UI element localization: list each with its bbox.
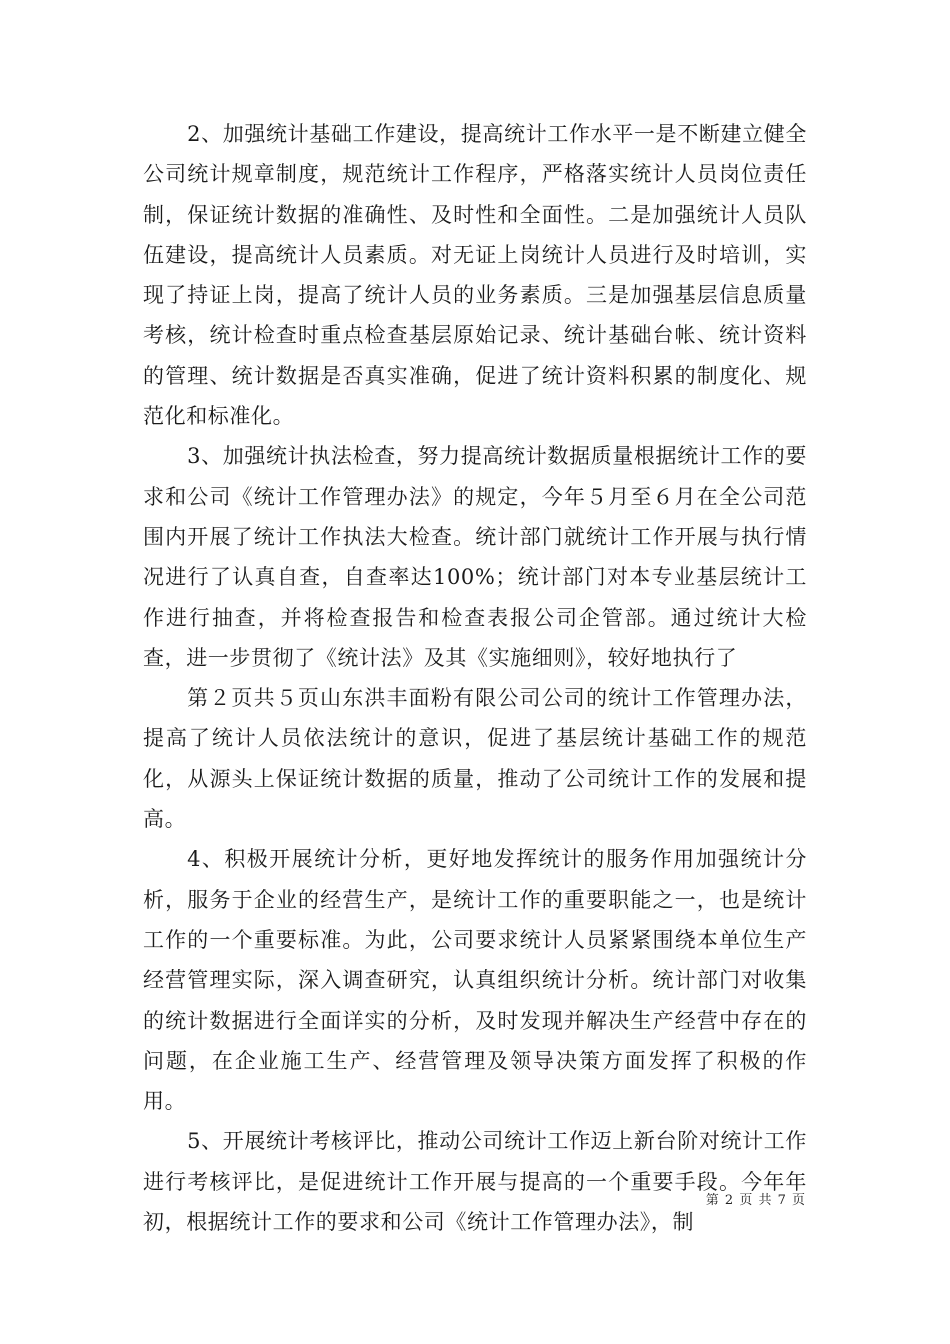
document-body (143, 114, 807, 1242)
paragraph-continuation: 第２页共５页山东洪丰面粉有限公司公司的统计工作管理办法，提高了统计人员依法统计的意识，促进了基层统计基础工作的规范化，从源头上保证统计数据的质量，推动了公司统计工作的发展和提高。 (143, 686, 807, 832)
paragraph-section-3: 3、加强统计执法检查，努力提高统计数据质量根据统计工作的要求和公司《统计工作管理办法》的规定，今年５月至６月在全公司范围内开展了统计工作执法大检查。统计部门就统计工作开展与执行情况进行了认真自查，自查率达100%；统计部门对本专业基层统计工作进行抽查，并将检查报告和检查表报公司企管部。通过统计大检查，进一步贯彻了《统计法》及其《实施细则》，较好地执行了 (143, 444, 807, 670)
page-number-footer: 第 2 页 共 7 页 (705, 1193, 806, 1208)
paragraph-section-2: 2、加强统计基础工作建设，提高统计工作水平一是不断建立健全公司统计规章制度，规范统计工作程序，严格落实统计人员岗位责任制，保证统计数据的准确性、及时性和全面性。二是加强统计人员队伍建设，提高统计人员素质。对无证上岗统计人员进行及时培训，实现了持证上岗，提高了统计人员的业务素质。三是加强基层信息质量考核，统计检查时重点检查基层原始记录、统计基础台帐、统计资料的管理、统计数据是否真实准确，促进了统计资料积累的制度化、规范化和标准化。 (143, 122, 807, 429)
paragraph-section-5: 5、开展统计考核评比，推动公司统计工作迈上新台阶对统计工作进行考核评比，是促进统计工作开展与提高的一个重要手段。今年年初，根据统计工作的要求和公司《统计工作管理办法》，制 (143, 1129, 807, 1235)
paragraph-section-4: 4、积极开展统计分析，更好地发挥统计的服务作用加强统计分析，服务于企业的经营生产，是统计工作的重要职能之一，也是统计工作的一个重要标准。为此，公司要求统计人员紧紧围绕本单位生产经营管理实际，深入调查研究，认真组织统计分析。统计部门对收集的统计数据进行全面详实的分析，及时发现并解决生产经营中存在的问题，在企业施工生产、经营管理及领导决策方面发挥了积极的作用。 (143, 847, 807, 1114)
